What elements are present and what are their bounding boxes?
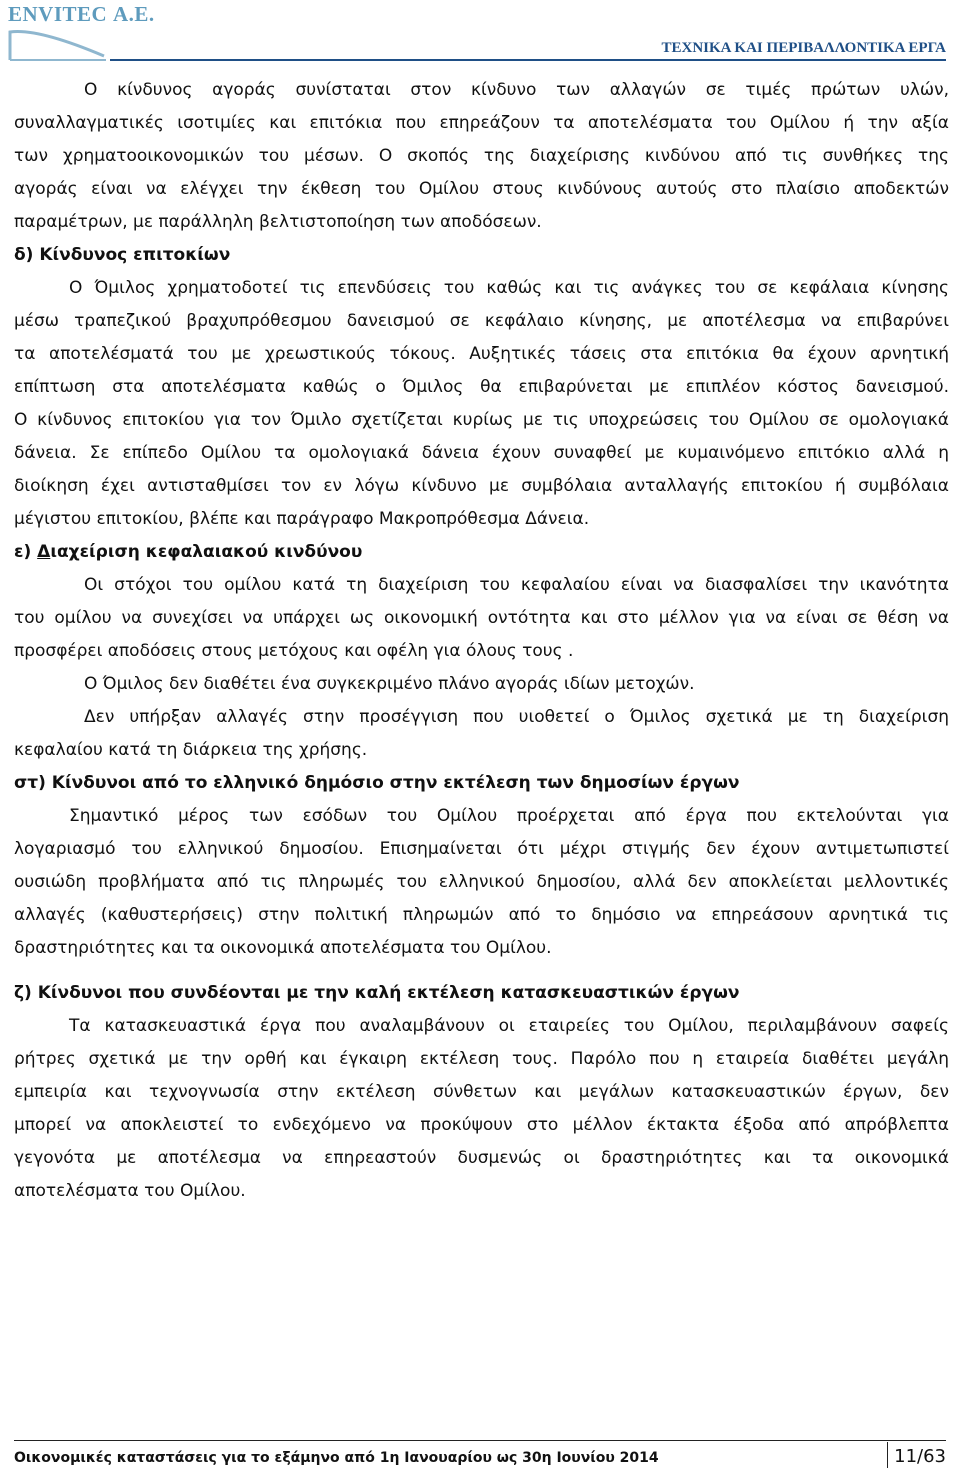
text-line: Ο κίνδυνος επιτοκίου για τον Όμιλο σχετίζεται κυρίως με τις υποχρεώσεις του Ομίλου σε ομολογιακά — [14, 410, 949, 430]
text-line: δραστηριότητες και τα οικονομικά αποτελέσματα του Ομίλου. — [14, 938, 552, 958]
text-line: γεγονότα με αποτέλεσμα να επηρεαστούν δυσμενώς οι δραστηριότητες και τα οικονομικά — [14, 1148, 949, 1168]
company-logo: ENVITEC Α.Ε. — [8, 2, 155, 26]
text-line: ρήτρες σχετικά με την ορθή και έγκαιρη εκτέλεση τους. Παρόλο που η εταιρεία διαθέτει μεγάλη — [14, 1049, 949, 1069]
text-line: Ο Όμιλος χρηματοδοτεί τις επενδύσεις του καθώς και τις ανάγκες του σε κεφάλαια κίνησης — [69, 278, 949, 298]
text-line: παραμέτρων, με παράλληλη βελτιστοποίηση των αποδόσεων. — [14, 212, 542, 232]
text-line: Σημαντικό μέρος των εσόδων του Ομίλου προέρχεται από έργα που εκτελούνται για — [69, 806, 949, 826]
text-line: αποτελέσματα του Ομίλου. — [14, 1181, 246, 1201]
paragraph-capital-goals — [14, 569, 949, 668]
paragraph-capital-approach — [14, 701, 949, 767]
text-line: μπορεί να αποκλειστεί το ενδεχόμενο να προκύψουν στο μέλλον έκτακτα έξοδα από απρόβλεπτα — [14, 1115, 949, 1135]
section-heading-capital-risk: ε) Διαχείριση κεφαλαιακού κινδύνου — [14, 542, 363, 562]
text-line: προσφέρει αποδόσεις στους μετόχους και οφέλη για όλους τους . — [14, 641, 574, 661]
header-title: ΤΕΧΝΙΚΑ ΚΑΙ ΠΕΡΙΒΑΛΛΟΝΤΙΚΑ ΕΡΓΑ — [661, 40, 946, 56]
text-line: Τα κατασκευαστικά έργα που αναλαμβάνουν οι εταιρείες του Ομίλου, περιλαμβάνουν σαφείς — [69, 1016, 949, 1036]
text-line: αλλαγές (καθυστερήσεις) στην πολιτική πληρωμών από το δημόσιο να επηρεάσουν αρνητικά τις — [14, 905, 949, 925]
paragraph-public-sector — [14, 800, 949, 965]
text-line: μέγιστου επιτοκίου, βλέπε και παράγραφο Μακροπρόθεσμα Δάνεια. — [14, 509, 590, 529]
text-line: συναλλαγματικές ισοτιμίες και επιτόκια που επηρεάζουν τα αποτελέσματα του Ομίλου ή την αξία — [14, 113, 949, 133]
footer-title: Οικονομικές καταστάσεις για το εξάμηνο από 1η Ιανουαρίου ως 30η Ιουνίου 2014 — [14, 1450, 659, 1466]
footer-separator — [887, 1442, 888, 1468]
text-line: τα αποτελέσματά του με χρεωστικούς τόκους. Αυξητικές τάσεις στα επιτόκια θα έχουν αρνητική — [14, 344, 949, 364]
text-line: του ομίλου να συνεχίσει να υπάρχει ως οικονομική οντότητα και στο μέλλον για να είναι σε θέση να — [14, 608, 949, 628]
page-number: 11/63 — [894, 1446, 946, 1467]
text-line: κεφαλαίου κατά τη διάρκεια της χρήσης. — [14, 740, 368, 760]
text-line: εμπειρία και τεχνογνωσία στην εκτέλεση σύνθετων και μεγάλων κατασκευαστικών έργων, δεν — [14, 1082, 949, 1102]
logo-mark-icon — [8, 26, 108, 62]
paragraph-market-risk — [14, 74, 949, 239]
text-line: αγοράς είναι να ελέγχει την έκθεση του Ομίλου στους κινδύνους αυτούς στο πλαίσιο αποδεκτών — [14, 179, 949, 199]
text-line: λογαριασμό του ελληνικού δημοσίου. Επισημαίνεται ότι μέχρι στιγμής δεν έχουν αντιμετωπιστεί — [14, 839, 949, 859]
page-footer — [14, 1440, 946, 1470]
text-line: δάνεια. Σε επίπεδο Ομίλου τα ομολογιακά δάνεια έχουν συναφθεί με κυμαινόμενο επιτόκιο αλλά η — [14, 443, 949, 463]
text-line: Ο κίνδυνος αγοράς συνίσταται στον κίνδυνο των αλλαγών σε τιμές πρώτων υλών, — [84, 80, 949, 100]
page-header — [0, 0, 960, 62]
text-line: μέσω τραπεζικού βραχυπρόθεσμου δανεισμού σε κεφάλαιο κίνησης, με αποτέλεσμα να επιβαρύνει — [14, 311, 949, 331]
section-heading-construction: ζ) Κίνδυνοι που συνδέονται με την καλή εκτέλεση κατασκευαστικών έργων — [14, 983, 740, 1003]
header-divider — [110, 59, 946, 61]
text-line: των χρηματοοικονομικών του μέσων. Ο σκοπός της διαχείρισης κινδύνου από τις συνθήκες της — [14, 146, 949, 166]
section-heading-interest-rate: δ) Κίνδυνος επιτοκίων — [14, 245, 231, 265]
paragraph-treasury-shares — [14, 668, 949, 701]
text-line: επίπτωση στα αποτελέσματα καθώς ο Όμιλος θα επιβαρύνεται με επιπλέον κόστος δανεισμού. — [14, 377, 949, 397]
text-line: Ο Όμιλος δεν διαθέτει ένα συγκεκριμένο πλάνο αγοράς ιδίων μετοχών. — [84, 674, 695, 694]
text-line: ουσιώδη προβλήματα από τις πληρωμές του ελληνικού δημοσίου, αλλά δεν αποκλείεται μελλοντικές — [14, 872, 949, 892]
text-line: διοίκηση έχει αντισταθμίσει τον εν λόγω κίνδυνο με συμβόλαια ανταλλαγής επιτοκίου ή συμβόλαια — [14, 476, 949, 496]
footer-divider — [14, 1440, 946, 1441]
text-line: Δεν υπήρξαν αλλαγές στην προσέγγιση που υιοθετεί ο Όμιλος σχετικά με τη διαχείριση — [84, 707, 949, 727]
section-heading-public-sector: στ) Κίνδυνοι από το ελληνικό δημόσιο στην εκτέλεση των δημοσίων έργων — [14, 773, 740, 793]
document-body — [14, 74, 949, 1208]
paragraph-interest-rate — [14, 272, 949, 536]
paragraph-construction — [14, 1010, 949, 1208]
text-line: Οι στόχοι του ομίλου κατά τη διαχείριση του κεφαλαίου είναι να διασφαλίσει την ικανότητα — [84, 575, 949, 595]
